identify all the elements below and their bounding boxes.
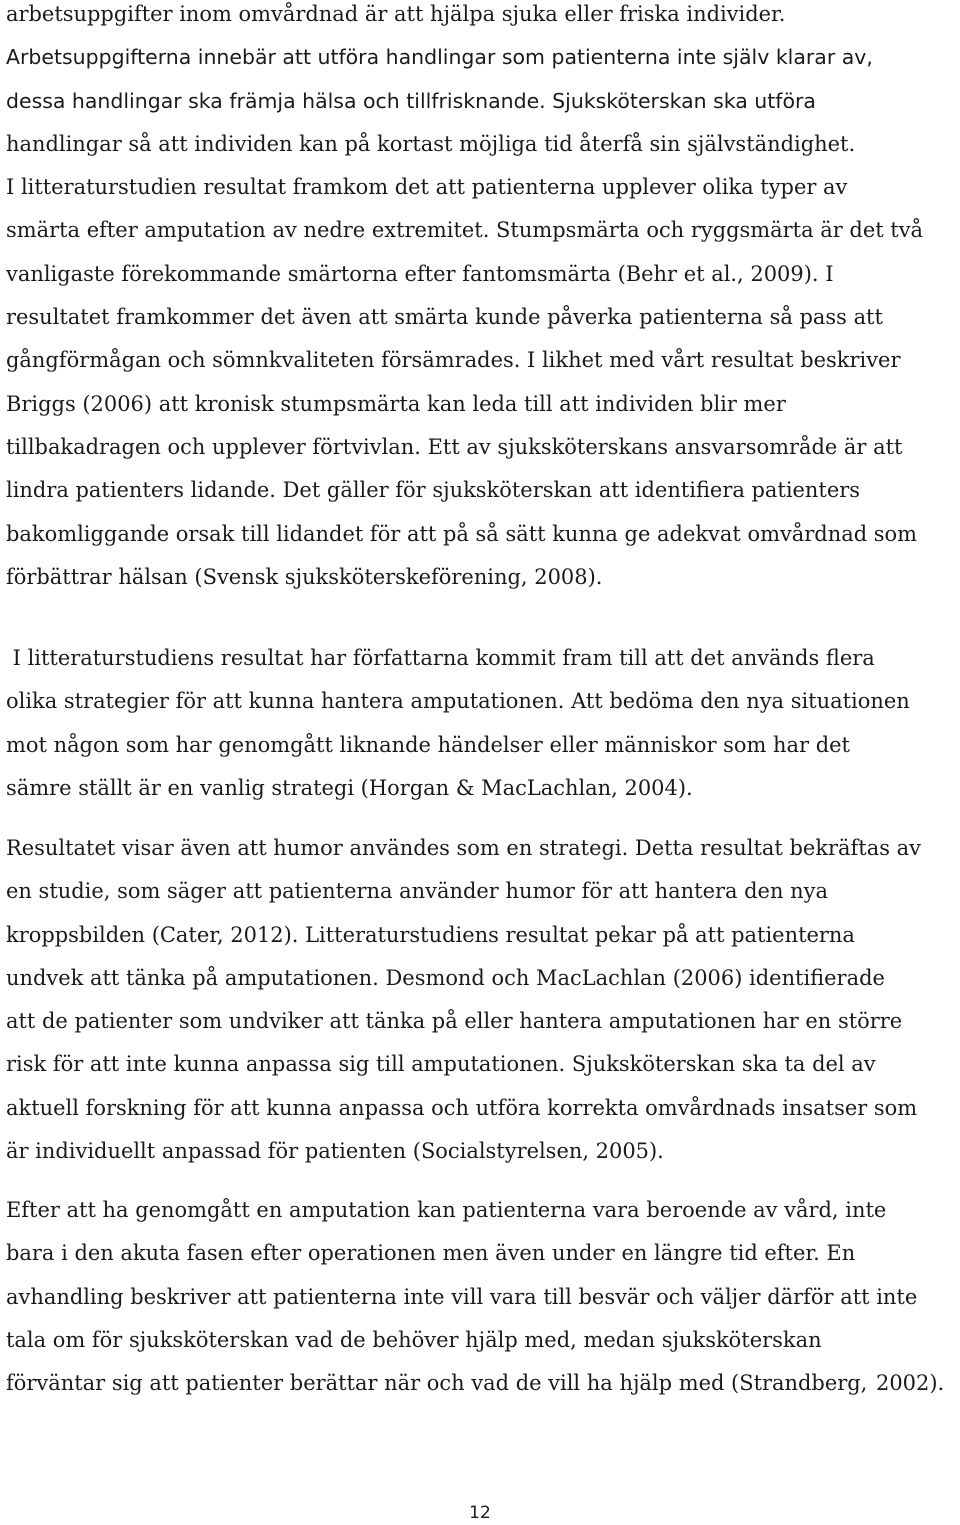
text-line: förbättrar hälsan (Svensk sjuksköterskeförening, 2008).: [6, 564, 603, 589]
text-line: gångförmågan och sömnkvaliteten försämrades. I likhet med vårt resultat beskriver: [6, 348, 901, 373]
text-line: bakomliggande orsak till lidandet för att på så sätt kunna ge adekvat omvårdnad som: [6, 521, 918, 546]
text-line: Resultatet visar även att humor användes som en strategi. Detta resultat bekräftas av: [6, 836, 921, 860]
text-line: mot någon som har genomgått liknande händelser eller människor som har det: [6, 732, 850, 757]
text-line: olika strategier för att kunna hantera amputationen. Att bedöma den nya situationen: [6, 689, 910, 714]
text-line: undvek att tänka på amputationen. Desmond och MacLachlan (2006) identifierade: [6, 965, 885, 990]
text-line: Efter att ha genomgått en amputation kan patienterna vara beroende av vård, inte: [6, 1198, 887, 1222]
text-line: resultatet framkommer det även att smärta kunde påverka patienterna så pass att: [6, 305, 883, 330]
text-line: tillbakadragen och upplever förtvivlan. Ett av sjuksköterskans ansvarsområde är att: [6, 434, 903, 459]
text-line: en studie, som säger att patienterna använder humor för att hantera den nya: [6, 879, 828, 904]
text-line: bara i den akuta fasen efter operationen men även under en längre tid efter. En: [6, 1241, 856, 1266]
text-line: tala om för sjuksköterskan vad de behöver hjälp med, medan sjuksköterskan: [6, 1327, 822, 1352]
text-line: förväntar sig att patienter berättar när och vad de vill ha hjälp med (Strandberg,: [6, 1371, 868, 1396]
text-line: risk för att inte kunna anpassa sig till amputationen. Sjuksköterskan ska ta del av: [6, 1052, 876, 1077]
text-line: Briggs (2006) att kronisk stumpsmärta kan leda till att individen blir mer: [6, 391, 786, 416]
paragraph-4: [6, 1189, 958, 1405]
text-line: att de patienter som undviker att tänka på eller hantera amputationen har en större: [6, 1009, 903, 1034]
text-line: vanligaste förekommande smärtorna efter fantomsmärta (Behr et al., 2009). I: [6, 261, 834, 286]
paragraph-1: [6, 0, 958, 599]
text-line: avhandling beskriver att patienterna inte vill vara till besvär och väljer därför att inte: [6, 1284, 918, 1309]
paragraph-3: [6, 827, 958, 1173]
text-line: I litteraturstudiens resultat har författarna kommit fram till att det används flera: [6, 646, 875, 670]
text-line: I litteraturstudien resultat framkom det att patienterna upplever olika typer av: [6, 175, 848, 200]
paragraph-2: [6, 637, 958, 810]
text-line: sämre ställt är en vanlig strategi (Horgan & MacLachlan, 2004).: [6, 775, 693, 800]
text-line: Arbetsuppgifterna innebär att utföra handlingar som patienterna inte själv klarar av,: [6, 45, 873, 70]
text-line: smärta efter amputation av nedre extremitet. Stumpsmärta och ryggsmärta är det två: [6, 218, 924, 243]
text-line: är individuellt anpassad för patienten (Socialstyrelsen, 2005).: [6, 1139, 664, 1164]
text-line: arbetsuppgifter inom omvårdnad är att hjälpa sjuka eller friska individer.: [6, 2, 786, 26]
text-line: handlingar så att individen kan på kortast möjliga tid återfå sin självständighet.: [6, 131, 856, 156]
text-line: kroppsbilden (Cater, 2012). Litteraturstudiens resultat pekar på att patienterna: [6, 922, 855, 947]
text-line: lindra patienters lidande. Det gäller för sjuksköterskan att identifiera patienters: [6, 478, 861, 503]
text-line: dessa handlingar ska främja hälsa och tillfrisknande. Sjuksköterskan ska utföra: [6, 88, 816, 113]
text-line: 2002).: [875, 1371, 945, 1396]
text-line: aktuell forskning för att kunna anpassa och utföra korrekta omvårdnads insatser som: [6, 1095, 918, 1120]
page-number: 12: [469, 1503, 491, 1523]
